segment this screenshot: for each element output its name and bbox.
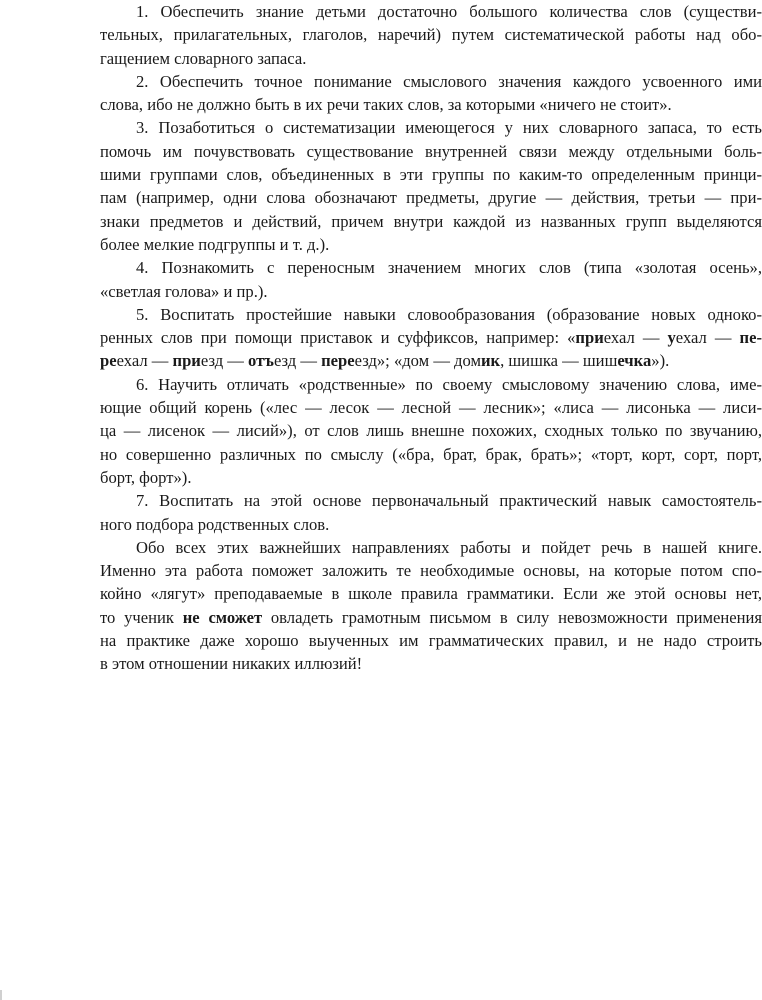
paragraph-p8 [100, 536, 762, 676]
paragraph-p5 [100, 303, 762, 373]
text-line [100, 466, 762, 489]
text-fragment: койно «лягут» преподаваемые в школе правила грамматики. Если же этой основы нет, [100, 584, 762, 604]
text-fragment: на практике даже хорошо выученных им грамматических правил, и не надо строить [100, 631, 762, 651]
text-line [100, 652, 762, 675]
page-edge-mark [0, 990, 2, 1000]
text-line [100, 93, 762, 116]
text-fragment: »). [651, 351, 670, 371]
text-fragment: но совершенно различных по смыслу («бра, брат, брак, брать»; «торт, корт, сорт, порт, [100, 444, 762, 464]
text-fragment: борт, форт»). [100, 467, 192, 487]
text-line [100, 70, 762, 93]
bold-fragment: при [172, 351, 201, 371]
text-fragment: тельных, прилагательных, глаголов, наречий) путем систематической работы над обо- [100, 25, 762, 45]
text-fragment: ренных слов при помощи приставок и суффиксов, например: « [100, 328, 576, 348]
text-line [100, 629, 762, 652]
text-fragment: 6. Научить отличать «родственные» по своему смысловому значению слова, име- [136, 374, 762, 394]
text-line [100, 210, 762, 233]
bold-fragment: ре [100, 351, 117, 371]
text-fragment: то ученик [100, 607, 183, 627]
text-fragment: «светлая голова» и пр.). [100, 281, 268, 301]
text-line [100, 582, 762, 605]
text-line [100, 116, 762, 139]
text-line [100, 233, 762, 256]
text-fragment: ехал — [603, 328, 668, 348]
text-line [100, 513, 762, 536]
text-fragment: овладеть грамотным письмом в силу невозможности применения [262, 607, 762, 627]
text-fragment: гащением словарного запаса. [100, 48, 307, 68]
text-fragment: ца — лисенок — лисий»), от слов лишь внешне похожих, сходных только по звучанию, [100, 421, 762, 441]
paragraph-p3 [100, 116, 762, 256]
text-fragment: 5. Воспитать простейшие навыки словообразования (образование новых одноко- [136, 304, 762, 324]
bold-fragment: пере [321, 351, 355, 371]
bold-fragment: ик [480, 351, 501, 371]
bold-fragment: пе- [739, 328, 762, 348]
text-line [100, 536, 762, 559]
text-line [100, 419, 762, 442]
text-fragment: ехал — [116, 351, 173, 371]
text-line [100, 606, 762, 629]
text-fragment: езд — [273, 351, 322, 371]
body-text [100, 0, 762, 676]
bold-fragment: не сможет [182, 607, 263, 627]
text-fragment: 3. Позаботиться о систематизации имеющегося у них словарного запаса, то есть [136, 118, 762, 138]
text-line [100, 349, 762, 372]
paragraph-p7 [100, 489, 762, 536]
text-line [100, 303, 762, 326]
text-fragment: шими группами слов, объединенных в эти группы по каким-то определенным принци- [100, 165, 762, 185]
text-line [100, 326, 762, 349]
text-line [100, 0, 762, 23]
bold-fragment: отъ [248, 351, 274, 371]
paragraph-p4 [100, 256, 762, 303]
text-fragment: более мелкие подгруппы и т. д.). [100, 234, 330, 254]
text-fragment: , шишка — шиш [500, 351, 618, 371]
text-line [100, 280, 762, 303]
text-fragment: езд — [200, 351, 249, 371]
text-fragment: 4. Познакомить с переносным значением многих слов (типа «золотая осень», [136, 258, 762, 278]
text-fragment: ехал — [675, 328, 740, 348]
paragraph-p6 [100, 373, 762, 489]
paragraph-p1 [100, 0, 762, 70]
text-line [100, 163, 762, 186]
text-fragment: ющие общий корень («лес — лесок — лесной — лесник»; «лиса — лисонька — лиси- [100, 398, 762, 418]
text-line [100, 23, 762, 46]
text-line [100, 256, 762, 279]
text-line [100, 559, 762, 582]
text-line [100, 396, 762, 419]
text-line [100, 443, 762, 466]
text-line [100, 140, 762, 163]
text-fragment: Именно эта работа поможет заложить те необходимые основы, на которые потом спо- [100, 561, 762, 581]
text-fragment: ного подбора родственных слов. [100, 514, 330, 534]
paragraph-p2 [100, 70, 762, 117]
text-line [100, 373, 762, 396]
text-fragment: слова, ибо не должно быть в их речи таких слов, за которыми «ничего не стоит». [100, 95, 672, 115]
text-fragment: езд»; «дом — дом [354, 351, 481, 371]
text-fragment: пам (например, одни слова обозначают предметы, другие — действия, третьи — при- [100, 188, 762, 208]
text-fragment: 1. Обеспечить знание детьми достаточно большого количества слов (существи- [136, 2, 762, 21]
bold-fragment: при [575, 328, 604, 348]
text-fragment: Обо всех этих важнейших направлениях работы и пойдет речь в нашей книге. [136, 537, 762, 557]
bold-fragment: ечка [617, 351, 652, 371]
text-fragment: знаки предметов и действий, причем внутри каждой из названных групп выделяются [100, 211, 762, 231]
text-fragment: 7. Воспитать на этой основе первоначальный практический навык самостоятель- [136, 491, 762, 511]
text-line [100, 489, 762, 512]
text-fragment: помочь им почувствовать существование внутренней связи между отдельными боль- [100, 141, 762, 161]
bold-fragment: у [667, 328, 676, 348]
text-line [100, 186, 762, 209]
text-fragment: 2. Обеспечить точное понимание смыслового значения каждого усвоенного ими [136, 71, 762, 91]
text-fragment: в этом отношении никаких иллюзий! [100, 654, 363, 674]
text-line [100, 47, 762, 70]
